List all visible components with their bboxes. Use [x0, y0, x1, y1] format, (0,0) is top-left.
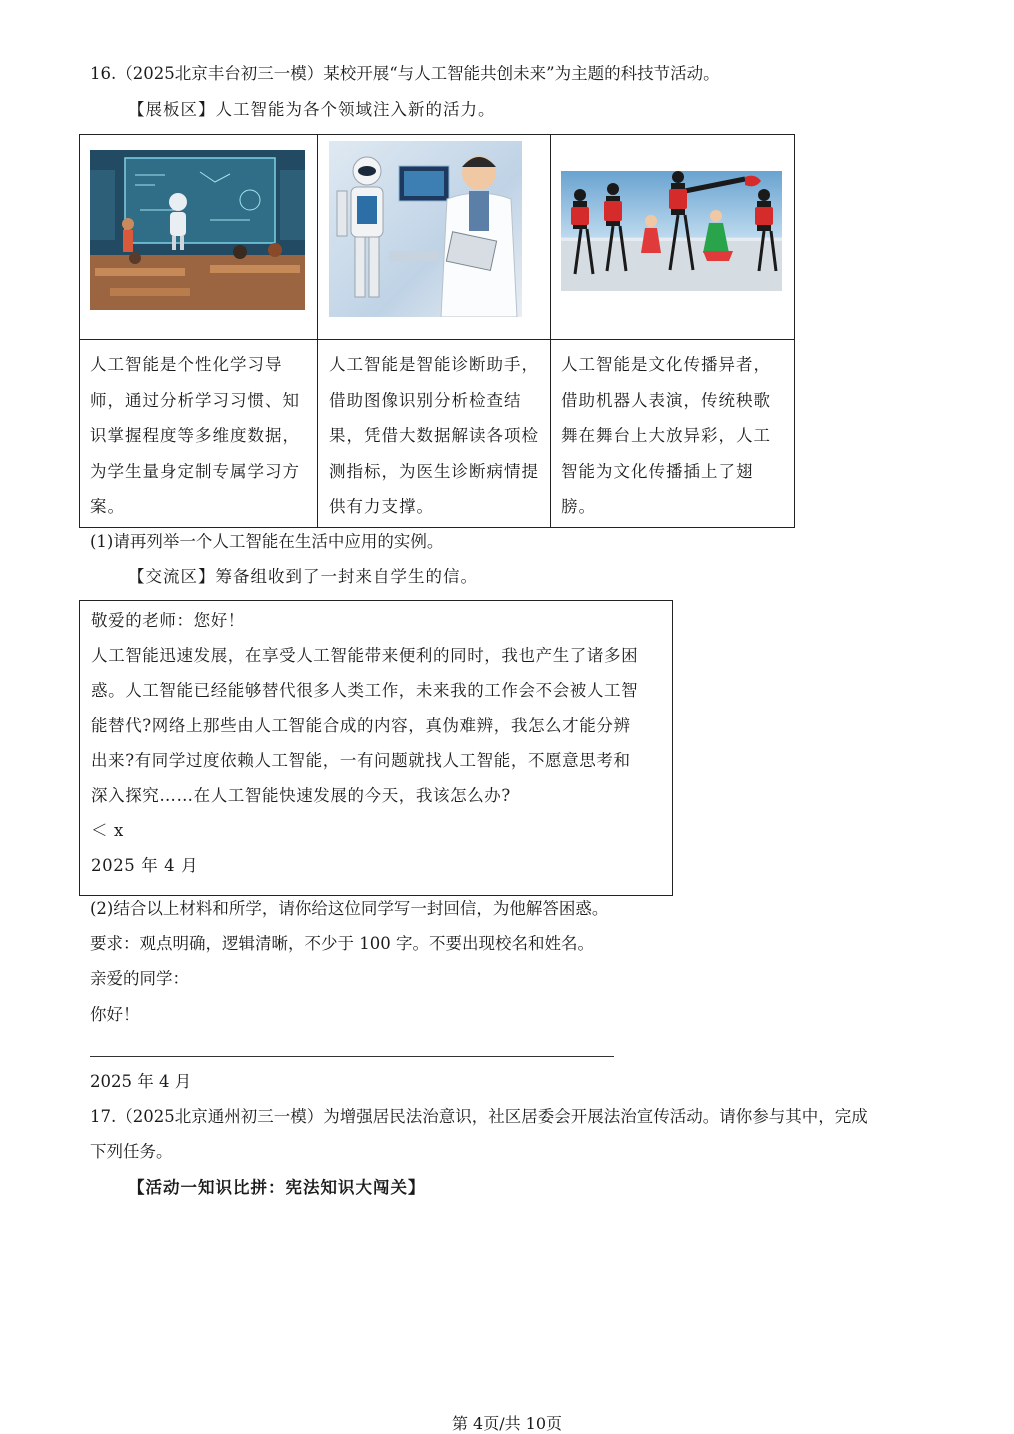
letter-line: 敬爱的老师：您好！ — [91, 611, 245, 630]
letter-line: 出来?有同学过度依赖人工智能，一有问题就找人工智能，不愿意思考和 — [91, 751, 631, 770]
cell-text-education — [90, 347, 300, 525]
text-line: 借助图像识别分析检查结 — [329, 390, 522, 410]
sub-question-1: (1)请再列举一个人工智能在生活中应用的实例。 — [90, 532, 444, 551]
text-line: 借助机器人表演，传统秧歌 — [561, 390, 771, 410]
letter-line: 深入探究……在人工智能快速发展的今天，我该怎么办? — [91, 786, 511, 805]
letter-line: 能替代?网络上那些由人工智能合成的内容，真伪难辨，我怎么才能分辨 — [91, 716, 631, 735]
column-divider — [550, 135, 551, 527]
text-line: 案。 — [90, 497, 125, 516]
letter-signature: ＜ x — [91, 821, 124, 840]
reply-salutation: 亲爱的同学： — [90, 969, 189, 988]
reply-greeting: 你好！ — [90, 1005, 140, 1024]
classroom-robot-teacher-picture — [90, 150, 305, 310]
question-17-title-continued: 下列任务。 — [90, 1142, 173, 1161]
exchange-heading: 【交流区】筹备组收到了一封来自学生的信。 — [128, 567, 478, 586]
cell-text-culture — [561, 347, 771, 525]
question-17-title: 17.（2025北京通州初三一模）为增强居民法治意识，社区居委会开展法治宣传活动。请你参与其中，完成 — [90, 1107, 868, 1126]
column-divider — [317, 135, 318, 527]
text-line: 供有力支撑。 — [329, 497, 434, 516]
text-line: 智能为文化传播插上了翅 — [561, 461, 754, 481]
exhibit-heading: 【展板区】人工智能为各个领域注入新的活力。 — [128, 100, 496, 119]
letter-line: 人工智能迅速发展，在享受人工智能带来便利的同时，我也产生了诸多困 — [91, 646, 639, 665]
student-letter-box — [79, 600, 673, 896]
text-line: 为学生量身定制专属学习方 — [90, 461, 300, 481]
requirement: 要求：观点明确，逻辑清晰，不少于 100 字。不要出现校名和姓名。 — [90, 934, 594, 953]
activity-heading: 【活动一知识比拼：宪法知识大闯关】 — [128, 1178, 426, 1197]
letter-date: 2025 年 4 月 — [91, 856, 199, 875]
question-16-title: 16.（2025北京丰台初三一模）某校开展“与人工智能共创未来”为主题的科技节活动。 — [90, 64, 720, 83]
text-line: 人工智能是智能诊断助手， — [329, 355, 539, 374]
page-footer: 第 4页/共 10页 — [451, 1414, 563, 1433]
text-line: 果，凭借大数据解读各项检 — [329, 426, 539, 445]
text-line: 膀。 — [561, 497, 596, 516]
answer-line — [90, 1056, 614, 1057]
text-line: 人工智能是文化传播异者， — [561, 355, 771, 374]
text-line: 舞在舞台上大放异彩，人工 — [561, 426, 771, 445]
reply-date: 2025 年 4 月 — [90, 1072, 192, 1091]
letter-line: 惑。人工智能已经能够替代很多人类工作，未来我的工作会不会被人工智 — [91, 681, 639, 700]
text-line: 识掌握程度等多维度数据， — [90, 426, 300, 445]
sub-question-2: (2)结合以上材料和所学，请你给这位同学写一封回信，为他解答困惑。 — [90, 899, 609, 918]
cell-text-medical — [329, 347, 539, 525]
text-line: 师，通过分析学习习惯、知 — [90, 390, 300, 410]
robot-yangge-dance-picture — [561, 171, 782, 291]
text-line: 人工智能是个性化学习导 — [90, 355, 283, 374]
exhibit-table — [79, 134, 795, 528]
text-line: 测指标，为医生诊断病情提 — [329, 461, 539, 481]
robot-doctor-picture — [329, 141, 522, 317]
